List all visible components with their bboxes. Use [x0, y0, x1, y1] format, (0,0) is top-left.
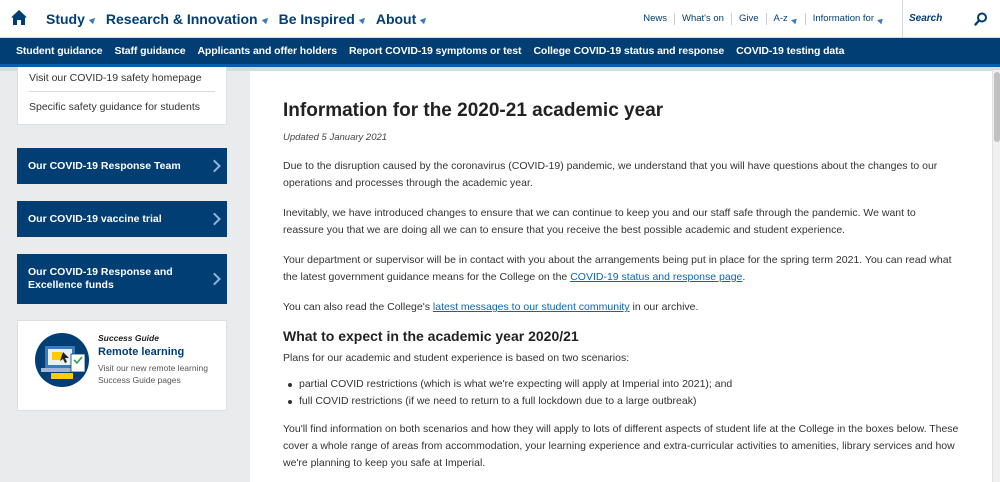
util-whats-on-label: What's on [682, 13, 724, 24]
response-team-label: Our COVID-19 Response Team [28, 159, 181, 172]
paragraph-department [283, 252, 959, 286]
paragraph-archive [283, 299, 959, 316]
list-item: partial COVID restrictions (which is what we're expecting will apply at Imperial into 2021); and [283, 376, 959, 393]
subnav-student-guidance[interactable]: Student guidance [16, 45, 103, 57]
response-team-button[interactable] [17, 148, 227, 184]
paragraph-scenarios: Plans for our academic and student experience is based on two scenarios: [283, 352, 630, 364]
utility-nav [636, 0, 891, 38]
util-whats-on[interactable] [674, 13, 731, 25]
guide-description: Visit our new remote learning Success Guide pages [98, 363, 208, 385]
chevron-icon [89, 16, 97, 24]
util-a-z[interactable] [766, 13, 805, 25]
nav-research-label: Research & Innovation [105, 11, 258, 27]
paragraph-text: You can also read the College's [283, 301, 433, 313]
subnav-staff-guidance[interactable]: Staff guidance [114, 45, 186, 57]
util-information-for-label: Information for [812, 13, 874, 24]
chevron-icon [420, 16, 428, 24]
main-nav [46, 0, 437, 38]
scrollbar-thumb[interactable] [994, 72, 1000, 142]
paragraph-text: Your department or supervisor will be in contact with you about the arrangements being put in place for the spring term 2021. You can read what the latest government guidance means for the College on the [283, 254, 952, 283]
nav-study[interactable] [46, 11, 96, 27]
util-news-label: News [643, 13, 667, 24]
chevron-icon [791, 16, 799, 24]
scenario-list [283, 376, 959, 410]
search-box[interactable] [902, 0, 1000, 38]
chevron-icon [261, 16, 269, 24]
updated-date: Updated 5 January 2021 [283, 132, 388, 143]
chevron-right-icon [208, 273, 221, 286]
home-icon[interactable] [10, 9, 28, 27]
subnav-college-status[interactable]: College COVID-19 status and response [533, 45, 725, 57]
guide-kicker: Success Guide [98, 333, 159, 343]
excellence-funds-label: Our COVID-19 Response and Excellence funds [28, 266, 173, 291]
paragraph-changes: Inevitably, we have introduced changes to ensure that we can continue to keep you and our staff safe through the pandemic. We want to reassure you that we are doing all we can to ensure that you receive the best possible academic and student experience. [283, 207, 916, 236]
section-heading: What to expect in the academic year 2020/21 [283, 328, 579, 344]
student-messages-link[interactable]: latest messages to our student community [432, 301, 630, 313]
subnav-testing-data[interactable]: COVID-19 testing data [736, 45, 845, 57]
search-icon[interactable] [974, 12, 988, 26]
top-bar [0, 0, 1000, 38]
covid-subnav [0, 38, 1000, 67]
excellence-funds-button[interactable] [17, 254, 227, 304]
guide-title[interactable]: Remote learning [98, 346, 185, 358]
nav-about-label: About [375, 11, 417, 27]
main-content [250, 71, 992, 482]
chevron-icon [877, 16, 885, 24]
vaccine-trial-label: Our COVID-19 vaccine trial [28, 212, 162, 225]
paragraph-disruption: Due to the disruption caused by the coronavirus (COVID-19) pandemic, we understand that you will have questions about the changes to our operations and processes through the academic year. [283, 160, 938, 189]
nav-study-label: Study [46, 11, 85, 27]
util-a-z-label: A-z [773, 13, 788, 24]
chevron-right-icon [208, 213, 221, 226]
list-item: full COVID restrictions (if we need to return to a full lockdown due to a large outbreak) [283, 393, 959, 410]
subnav-applicants[interactable]: Applicants and offer holders [197, 45, 338, 57]
paragraph-text: . [742, 271, 746, 283]
chevron-icon [359, 16, 367, 24]
util-give[interactable] [731, 13, 766, 25]
search-input[interactable]: Search [909, 13, 943, 24]
sidebar-link-safety-homepage[interactable]: Visit our COVID-19 safety homepage [29, 67, 215, 92]
status-response-link[interactable]: COVID-19 status and response page [570, 271, 743, 283]
paragraph-boxes: You'll find information on both scenarios and how they will apply to lots of different aspects of student life at the College in the boxes below. These cover a whole range of areas from accommodation, your learning experience and extra-curricular activities to amenities, library services and how we're planning to keep you safe at Imperial. [283, 423, 959, 469]
sidebar-link-student-safety[interactable]: Specific safety guidance for students [29, 101, 201, 113]
scrollbar[interactable] [992, 70, 1000, 482]
success-guide-card[interactable] [17, 320, 227, 411]
nav-about[interactable] [376, 11, 427, 27]
util-information-for[interactable] [805, 13, 891, 25]
sidebar-links [17, 67, 227, 125]
nav-be-inspired[interactable] [279, 11, 366, 27]
subnav-report-symptoms[interactable]: Report COVID-19 symptoms or test [349, 45, 522, 57]
util-give-label: Give [738, 13, 759, 24]
page-title: Information for the 2020-21 academic year [283, 100, 664, 121]
util-news[interactable] [636, 13, 674, 25]
nav-research[interactable] [106, 11, 269, 27]
vaccine-trial-button[interactable] [17, 201, 227, 237]
remote-learning-illustration [29, 332, 95, 388]
paragraph-text: in our archive. [629, 301, 699, 313]
nav-be-inspired-label: Be Inspired [278, 11, 355, 27]
chevron-right-icon [208, 160, 221, 173]
